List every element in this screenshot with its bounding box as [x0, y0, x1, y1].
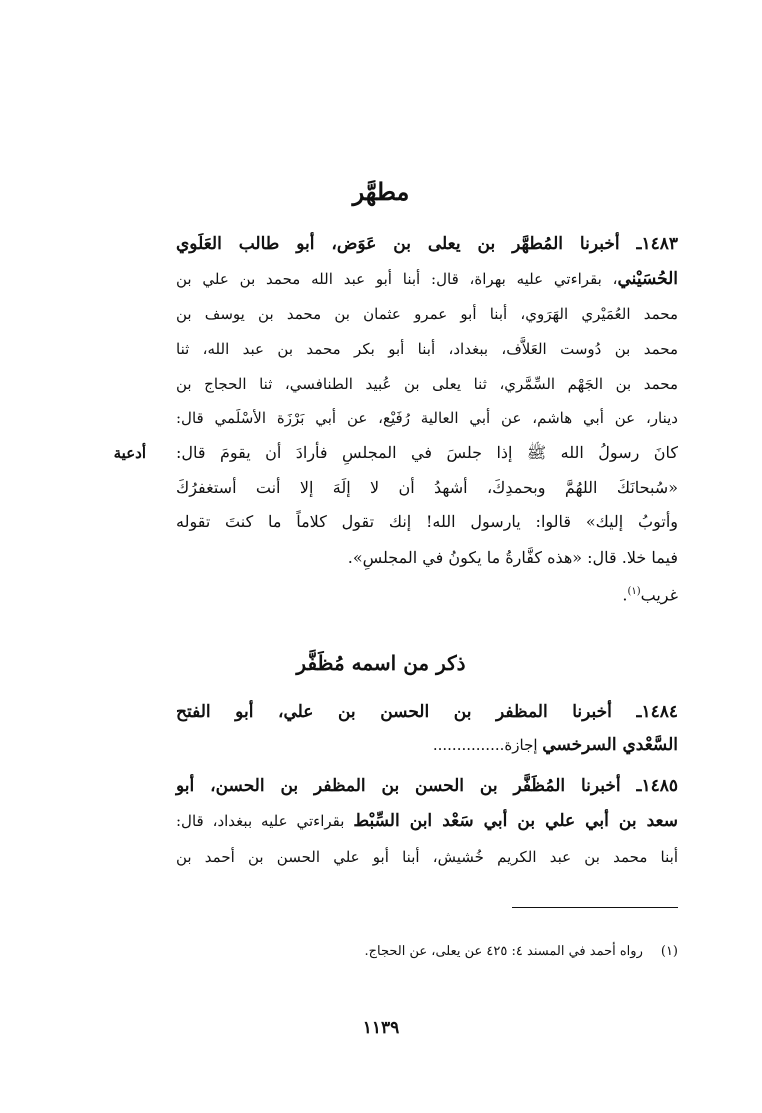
margin-note: أدعية [113, 444, 146, 462]
hadith-text-line-3: وأتوبُ إليك» قالوا: يارسول الله! إنك تقول كلاماً ما كنتَ تقوله [176, 512, 678, 531]
section-title: مطهَّر [352, 177, 410, 206]
ellipsis-dots: ............... [432, 736, 505, 754]
grading-end: . [622, 585, 628, 605]
entry-1483-line-5: محمد بن الجَهْم السِّمَّري، ثنا يعلى بن عُبيد الطنافسي، ثنا الحجاج بن [176, 375, 678, 393]
footnote-ref: (١) [627, 586, 641, 597]
footnote-divider [512, 907, 678, 908]
entry-1483-line-2 [176, 264, 678, 294]
hadith-text-line-2: «سُبحانَكَ اللهُمَّ وبحمدِكَ، أشهدُ أن لا إلَهَ إلا أنت أستغفرُكَ [176, 478, 678, 497]
page-number: ١١٣٩ [362, 1018, 400, 1038]
ijaza-label: إجازة [504, 736, 543, 754]
entry-1483-line-2-rest: ، بقراءتي عليه بهراة، قال: أبنا أبو عبد الله محمد بن علي بن [176, 270, 618, 288]
hadith-text-line-4: فيما خلا. قال: «هذه كفَّارةُ ما يكونُ في المجلسِ». [347, 548, 678, 567]
footnote-number: (١) [660, 944, 678, 959]
entry-1485-line-1: ١٤٨٥ـ أخبرنا المُظَفَّر بن الحسن بن المظفر بن الحسن، أبو [176, 776, 678, 796]
footnote-text: رواه أحمد في المسند ٤: ٤٢٥ عن يعلى، عن الحجاج. [364, 944, 643, 959]
entry-1483-line-3: محمد العُمَيْري الهَرَوي، أبنا أبو عمرو عثمان بن محمد بن يوسف بن [176, 305, 678, 323]
entry-1484-line-1: ١٤٨٤ـ أخبرنا المظفر بن الحسن بن علي، أبو الفتح [176, 702, 678, 722]
subsection-title: ذكر من اسمه مُظَفَّر [296, 651, 466, 675]
footnote [365, 939, 678, 965]
entry-1484-line-2 [433, 730, 678, 760]
entry-1485-line-3: أبنا محمد بن عبد الكريم خُشيش، أبنا أبو علي الحسن بن أحمد بن [176, 848, 678, 866]
narrator-name: الحُسَيْني [617, 269, 678, 289]
narrator-name: السَّعْدي السرخسي [542, 735, 678, 755]
narrator-name: سعد بن أبي علي بن أبي سَعْد ابن السِّبْط [353, 811, 678, 831]
grading-line [622, 577, 678, 607]
hadith-text-line-1: كانَ رسولُ الله ﷺ إذا جلسَ في المجلسِ فأرادَ أن يقومَ قال: [176, 443, 678, 462]
entry-1483-line-6: دينار، عن أبي هاشم، عن أبي العالية رُفَيْع، عن أبي بَرْزَة الأسْلَمي قال: [176, 409, 678, 427]
entry-1483-line-1: ١٤٨٣ـ أخبرنا المُطهَّر بن يعلى بن عَوَض، أبو طالب العَلَوي [176, 234, 678, 254]
grading: غريب [640, 585, 678, 605]
entry-1485-line-2 [176, 806, 678, 836]
entry-1483-line-4: محمد بن دُوست العَلاَّف، ببغداد، أبنا أبو بكر محمد بن عبد الله، ثنا [176, 340, 678, 358]
entry-1485-line-2-rest: بقراءتي عليه ببغداد، قال: [176, 812, 354, 830]
